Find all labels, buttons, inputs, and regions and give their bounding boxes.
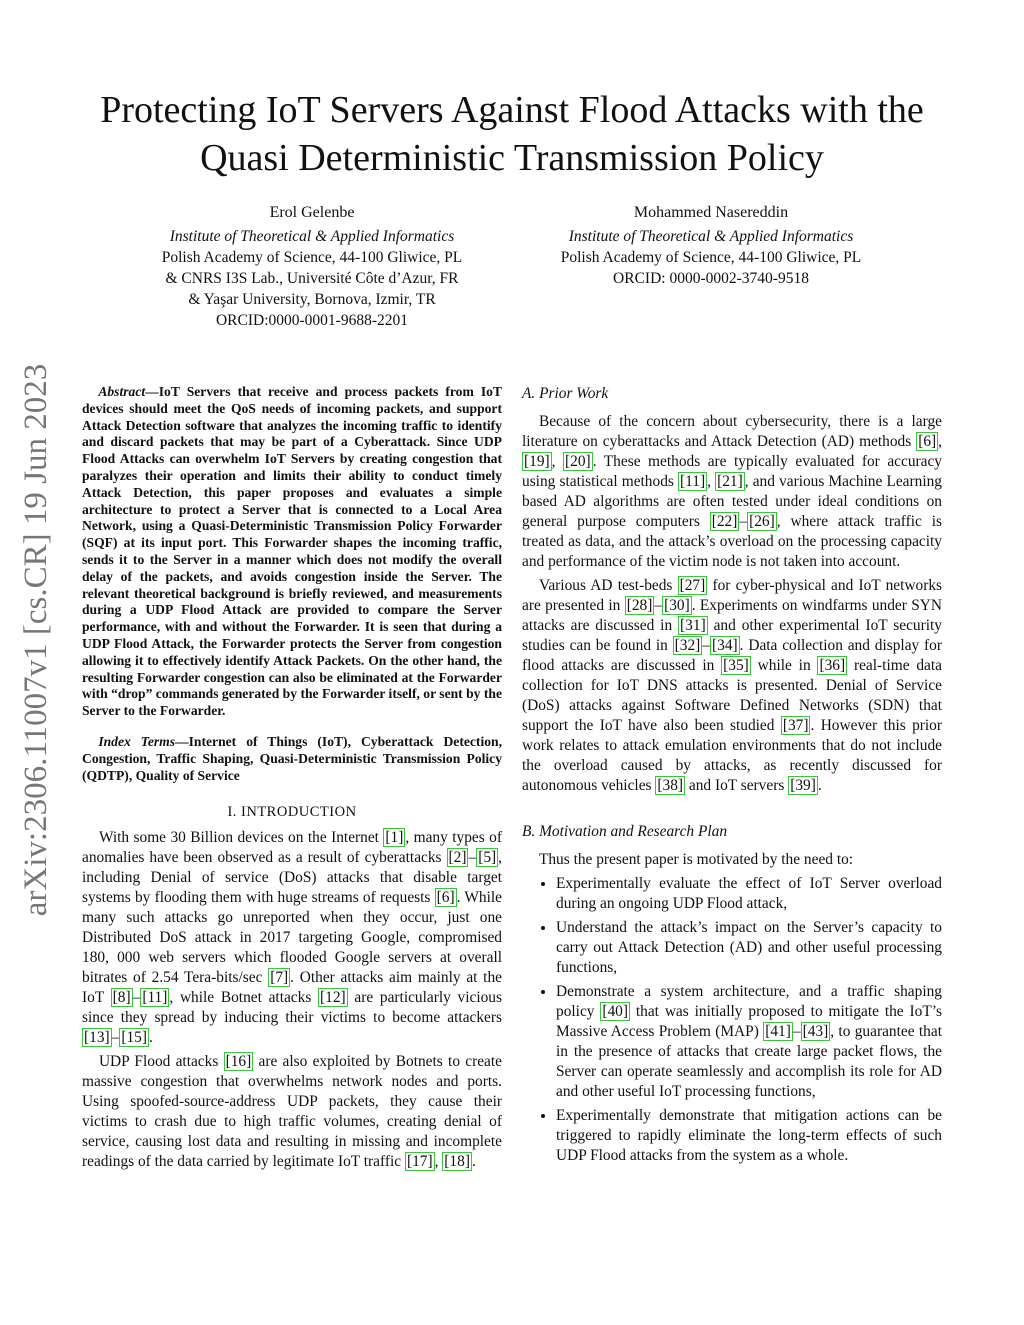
prior-work-paragraph-2: Various AD test-beds [27] for cyber-physical and IoT networks are presented in [28] – [30] . Experiments on windfarms under SYN attacks are discussed in [31] and other experimental IoT security studies can be found in [32] – [34] . Data collection and display for flood attacks are discussed in [35] while in [36] real-time data collection for IoT DNS attacks is presented. Denial of Service (DoS) attacks against Software Defined Networks (SDN) that support the IoT have also been studied [37] . However this prior work relates to attack emulation environments that do not include the overload caused by attacks, as recently discussed for autonomous vehicles [38] and IoT servers [39] .: [522, 577, 943, 794]
motivation-bullet-list: [522, 874, 942, 1166]
section-heading-introduction: I. INTRODUCTION: [227, 804, 357, 821]
author-affiliation: Institute of Theoretical & Applied Informatics: [568, 228, 854, 245]
citation-link[interactable]: [30]: [664, 597, 690, 614]
author-name: Erol Gelenbe: [269, 204, 355, 221]
citation-link[interactable]: [13]: [84, 1029, 110, 1047]
citation-link[interactable]: [39]: [790, 777, 816, 794]
citation-link[interactable]: [6]: [436, 889, 455, 907]
author-address-line: & Yaşar University, Bornova, Izmir, TR: [188, 291, 436, 308]
right-column: [522, 384, 942, 1170]
author-block-2: [511, 202, 911, 289]
citation-link[interactable]: [22]: [711, 513, 738, 530]
prior-work-paragraph-1: Because of the concern about cybersecurity, there is a large literature on cyberattacks and Attack Detection (AD) methods [6] , [19] , [20] . These methods are typically evaluated for accuracy using statistical methods [11] , [21] , and various Machine Learning based AD algorithms are often tested under ideal conditions on general purpose computers [22] – [26] , where attack traffic is treated as data, and the attack’s overload on the processing capacity and performance of the victim node is not taken into account.: [522, 413, 943, 570]
citation-link[interactable]: [8]: [112, 989, 131, 1007]
citation-link[interactable]: [20]: [565, 453, 591, 470]
citation-link[interactable]: [6]: [918, 433, 937, 450]
citation-link[interactable]: [19]: [524, 453, 550, 470]
paper-title: Protecting IoT Servers Against Flood Attacks with the Quasi Deterministic Transmission Policy: [100, 89, 924, 179]
motivation-bullet: • Demonstrate a system architecture, and a traffic shaping policy [40] that was initially proposed to mitigate the IoT’s Massive Access Problem (MAP) [41] – [43] , to guarantee that in the presence of attacks that create large packet flows, the Server can operate seamlessly and accomplish its role for AD and other useful IoT processing functions,: [556, 982, 942, 1102]
subsection-heading-prior-work: A. Prior Work: [522, 385, 609, 402]
citation-link[interactable]: [21]: [717, 473, 743, 490]
motivation-bullet: • Experimentally demonstrate that mitigation actions can be triggered to rapidly eliminate the long-term effects of such UDP Flood attacks from the system as a whole.: [556, 1106, 942, 1166]
motivation-intro: Thus the present paper is motivated by the need to:: [538, 851, 854, 868]
intro-paragraph-2: UDP Flood attacks [16] are also exploited by Botnets to create massive congestion that overwhelms network nodes and ports. Using spoofed-source-address UDP packets, they cause their victims to crash due to high traffic volumes, creating denial of service, causing lost data and resulting in missing and incomplete readings of the data carried by legitimate IoT traffic [17] , [18] .: [82, 1053, 502, 1171]
intro-paragraph-1: With some 30 Billion devices on the Internet [1] , many types of anomalies have been observed as a result of cyberattacks [2] – [5] , including Denial of service (DoS) attacks that disable target systems by flooding them with huge streams of requests [6] . While many such attacks go unreported when they occur, just one Distributed DoS attack in 2017 targeting Google, compromised 180, 000 web servers which flooded Google servers at overall bitrates of 2.54 Tera-bits/sec [7] . Other attacks aim mainly at the IoT [8] – [11] , while Botnet attacks [12] are particularly vicious since they spread by inducing their victims to become attackers [13] – [15] .: [82, 829, 502, 1047]
citation-link[interactable]: [40]: [602, 1003, 628, 1020]
author-orcid: ORCID: 0000-0002-3740-9518: [613, 270, 809, 287]
abstract: Abstract—IoT Servers that receive and process packets from IoT devices should meet the QoS needs of incoming packets, and support Attack Detection software that analyzes the incoming traffic to identify and discard packets that may be part of a Cyberattack. Since UDP Flood Attacks can overwhelm IoT Servers by creating congestion that paralyzes their operation and limits their ability to conduct timely Attack Detection, this paper proposes and evaluates a simple architecture to protect a Server that is connected to a Local Area Network, using a Quasi-Deterministic Transmission Policy Forwarder (SQF) at its input port. This Forwarder shapes the incoming traffic, sends it to the Server in a manner which does not modify the overall delay of the packets, and avoids congestion inside the Server. The relevant theoretical background is briefly reviewed, and measurements during a UDP Flood Attack are provided to compare the Server performance, with and without the Forwarder. It is seen that during a UDP Flood Attack, the Forwarder protects the Server from congestion allowing it to effectively identify Attack Packets. On the other hand, the resulting Forwarder congestion can also be eliminated at the Forwarder with “drop” commands generated by the Forwarder itself, or sent by the Server to the Forwarder.: [82, 384, 502, 719]
citation-link[interactable]: [31]: [680, 617, 706, 634]
citation-link[interactable]: [41]: [765, 1023, 791, 1040]
citation-link[interactable]: [5]: [478, 849, 497, 867]
citation-link[interactable]: [11]: [142, 989, 168, 1007]
citation-link[interactable]: [12]: [320, 989, 346, 1007]
citation-link[interactable]: [37]: [782, 717, 809, 734]
author-orcid: ORCID:0000-0001-9688-2201: [215, 312, 409, 329]
citation-link[interactable]: [35]: [723, 657, 749, 674]
abstract-text: IoT Servers that receive and process packets from IoT devices should meet the QoS needs of incoming packets, and support Attack Detection software that analyzes the incoming traffic to identify and discard packets that may be part of a Cyberattack. Since UDP Flood Attacks can overwhelm IoT Servers by creating congestion that paralyzes their operation and limits their ability to conduct timely Attack Detection, this paper proposes and evaluates a simple architecture to protect a Server that is connected to a Local Area Network, using a Quasi-Deterministic Transmission Policy Forwarder (SQF) at its input port. This Forwarder shapes the incoming traffic, sends it to the Server in a manner which does not modify the overall delay of the packets, and avoids congestion inside the Server. The relevant theoretical background is briefly reviewed, and measurements during a UDP Flood Attack are provided to compare the Server performance, with and without the Forwarder. It is seen that during a UDP Flood Attack, the Forwarder protects the Server from congestion allowing it to effectively identify Attack Packets. On the other hand, the resulting Forwarder congestion can also be eliminated at the Forwarder with “drop” commands generated by the Forwarder itself, or sent by the Server to the Forwarder.: [82, 384, 502, 719]
citation-link[interactable]: [28]: [626, 597, 653, 614]
citation-link[interactable]: [26]: [749, 513, 775, 530]
arxiv-sidebar-id: arXiv:2306.11007v1 [cs.CR] 19 Jun 2023: [18, 363, 54, 917]
citation-link[interactable]: [43]: [802, 1023, 829, 1040]
index-terms-label: Index Terms: [98, 733, 176, 749]
author-affiliation: Institute of Theoretical & Applied Informatics: [169, 228, 455, 245]
citation-link[interactable]: [32]: [674, 637, 701, 654]
citation-link[interactable]: [27]: [679, 577, 706, 594]
author-address-line: & CNRS I3S Lab., Université Côte d’Azur, FR: [165, 270, 459, 287]
citation-link[interactable]: [15]: [121, 1029, 148, 1047]
author-block-1: [112, 202, 512, 331]
citation-link[interactable]: [1]: [385, 829, 404, 847]
citation-link[interactable]: [16]: [225, 1053, 252, 1071]
subsection-heading-motivation: B. Motivation and Research Plan: [522, 823, 728, 840]
index-terms: Index Terms—Internet of Things (IoT), Cyberattack Detection, Congestion, Traffic Shaping, Quasi-Deterministic Transmission Policy (QDTP), Quality of Service: [82, 733, 502, 783]
left-column: [82, 384, 502, 1172]
citation-link[interactable]: [7]: [270, 969, 289, 987]
index-terms-text: Internet of Things (IoT), Cyberattack Detection, Congestion, Traffic Shaping, Quasi-Deterministic Transmission Policy (QDTP), Quality of Service: [82, 733, 502, 783]
citation-link[interactable]: [11]: [680, 473, 706, 490]
author-address-line: Polish Academy of Science, 44-100 Gliwice, PL: [161, 249, 463, 266]
citation-link[interactable]: [34]: [712, 637, 738, 654]
motivation-bullet: • Experimentally evaluate the effect of IoT Server overload during an ongoing UDP Flood attack,: [556, 874, 942, 914]
citation-link[interactable]: [36]: [819, 657, 846, 674]
citation-link[interactable]: [17]: [406, 1153, 433, 1171]
abstract-label: Abstract: [98, 384, 146, 399]
author-name: Mohammed Nasereddin: [633, 204, 789, 221]
citation-link[interactable]: [38]: [657, 777, 684, 794]
citation-link[interactable]: [2]: [448, 849, 467, 867]
motivation-bullet: • Understand the attack’s impact on the Server’s capacity to carry out Attack Detection (AD) and other useful processing functions,: [556, 918, 942, 978]
citation-link[interactable]: [18]: [444, 1153, 470, 1171]
author-address-line: Polish Academy of Science, 44-100 Gliwice, PL: [560, 249, 862, 266]
